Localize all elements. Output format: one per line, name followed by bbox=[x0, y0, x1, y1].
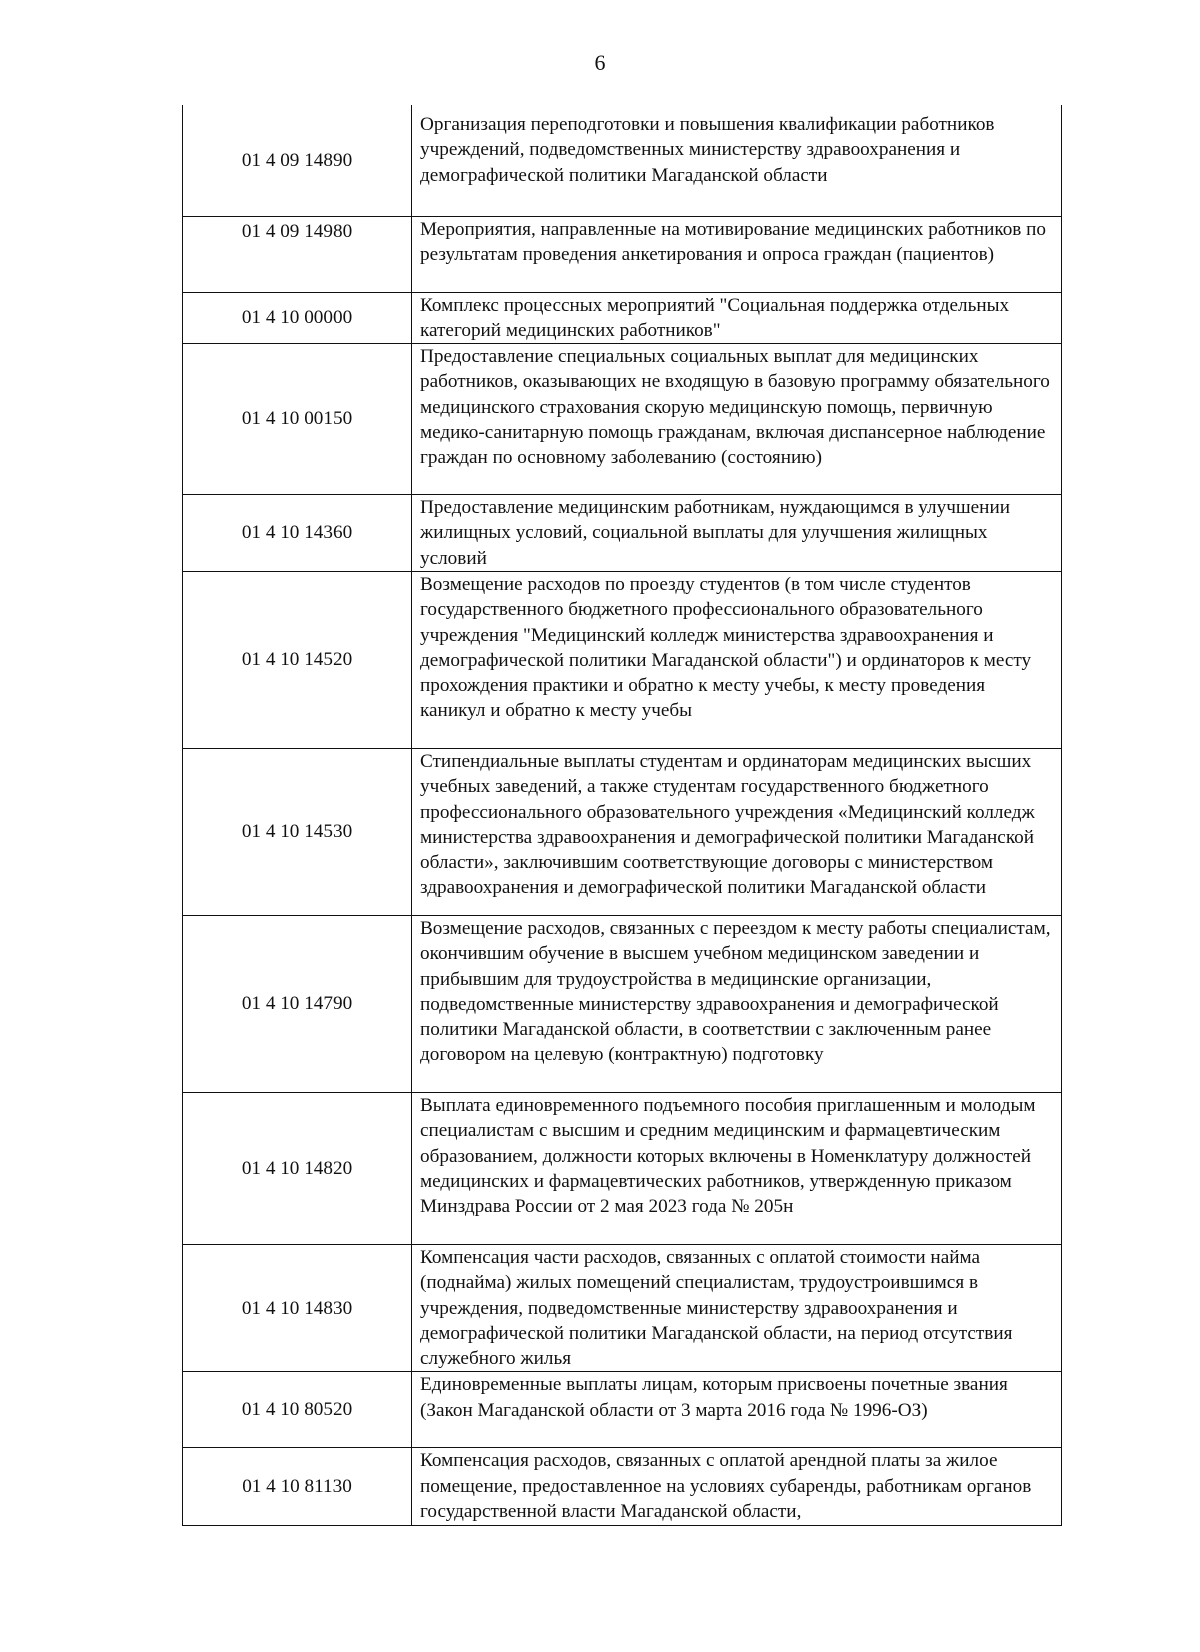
table-row bbox=[183, 1092, 1062, 1244]
row-description: Компенсация расходов, связанных с оплатой арендной платы за жилое помещение, предоставленное на условиях субаренды, работникам органов государственной власти Магаданской области, bbox=[412, 1448, 1062, 1526]
row-code: 01 4 10 00150 bbox=[183, 344, 412, 495]
row-code: 01 4 10 14360 bbox=[183, 495, 412, 572]
table-row bbox=[183, 105, 1062, 216]
row-description: Единовременные выплаты лицам, которым присвоены почетные звания (Закон Магаданской области от 3 марта 2016 года № 1996-ОЗ) bbox=[412, 1372, 1062, 1448]
row-code: 01 4 10 00000 bbox=[183, 292, 412, 344]
row-description: Стипендиальные выплаты студентам и ординаторам медицинских высших учебных заведений, а также студентам государственного бюджетного профессионального образовательного учреждения «Медицинский колледж министерства здравоохранения и демографической политики Магаданской области», заключившим соответствующие договоры с министерством здравоохранения и демографической политики Магаданской области bbox=[412, 748, 1062, 915]
row-description: Возмещение расходов по проезду студентов (в том числе студентов государственного бюджетного профессионального образовательного учреждения "Медицинский колледж министерства здравоохранения и демографической политики Магаданской области") и ординаторов к месту прохождения практики и обратно к месту учебы, к месту проведения каникул и обратно к месту учебы bbox=[412, 571, 1062, 748]
row-description: Организация переподготовки и повышения квалификации работников учреждений, подведомственных министерству здравоохранения и демографической политики Магаданской области bbox=[412, 105, 1062, 216]
row-code: 01 4 10 80520 bbox=[183, 1372, 412, 1448]
row-code: 01 4 10 14830 bbox=[183, 1244, 412, 1371]
row-description: Мероприятия, направленные на мотивирование медицинских работников по результатам проведения анкетирования и опроса граждан (пациентов) bbox=[412, 216, 1062, 292]
table-row bbox=[183, 1372, 1062, 1448]
row-code: 01 4 10 14820 bbox=[183, 1092, 412, 1244]
row-code: 01 4 09 14980 bbox=[183, 216, 412, 292]
table-row bbox=[183, 495, 1062, 572]
table-row bbox=[183, 1448, 1062, 1526]
row-code: 01 4 09 14890 bbox=[183, 105, 412, 216]
page-number: 6 bbox=[594, 50, 606, 75]
row-description: Возмещение расходов, связанных с переездом к месту работы специалистам, окончившим обучение в высшем учебном медицинском заведении и прибывшим для трудоустройства в медицинские организации, подведомственные министерству здравоохранения и демографической политики Магаданской области, в соответствии с заключенным ранее договором на целевую (контрактную) подготовку bbox=[412, 915, 1062, 1092]
row-description: Компенсация части расходов, связанных с оплатой стоимости найма (поднайма) жилых помещений специалистам, трудоустроившимся в учреждения, подведомственные министерству здравоохранения и демографической политики Магаданской области, на период отсутствия служебного жилья bbox=[412, 1244, 1062, 1371]
table-row bbox=[183, 571, 1062, 748]
row-code: 01 4 10 81130 bbox=[183, 1448, 412, 1526]
row-description: Выплата единовременного подъемного пособия приглашенным и молодым специалистам с высшим и средним медицинским и фармацевтическим образованием, должности которых включены в Номенклатуру должностей медицинских и фармацевтических работников, утвержденную приказом Минздрава России от 2 мая 2023 года № 205н bbox=[412, 1092, 1062, 1244]
table-row bbox=[183, 1244, 1062, 1371]
row-description: Предоставление специальных социальных выплат для медицинских работников, оказывающих не входящую в базовую программу обязательного медицинского страхования скорую медицинскую помощь, первичную медико-санитарную помощь гражданам, включая диспансерное наблюдение граждан по основному заболеванию (состоянию) bbox=[412, 344, 1062, 495]
table-row bbox=[183, 748, 1062, 915]
table-row bbox=[183, 915, 1062, 1092]
row-code: 01 4 10 14520 bbox=[183, 571, 412, 748]
table-row bbox=[183, 216, 1062, 292]
budget-classification-table bbox=[182, 105, 1062, 1526]
table-row bbox=[183, 344, 1062, 495]
table-row bbox=[183, 292, 1062, 344]
row-code: 01 4 10 14530 bbox=[183, 748, 412, 915]
row-code: 01 4 10 14790 bbox=[183, 915, 412, 1092]
row-description: Предоставление медицинским работникам, нуждающимся в улучшении жилищных условий, социальной выплаты для улучшения жилищных условий bbox=[412, 495, 1062, 572]
row-description: Комплекс процессных мероприятий "Социальная поддержка отдельных категорий медицинских работников" bbox=[412, 292, 1062, 344]
